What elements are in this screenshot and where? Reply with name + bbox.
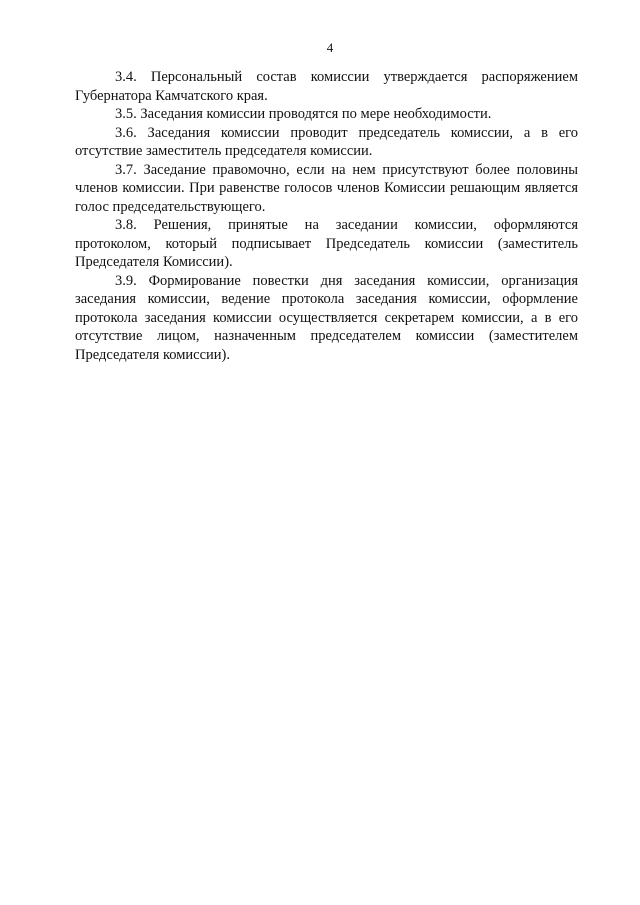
- document-body: [75, 68, 578, 364]
- paragraph-3-6: 3.6. Заседания комиссии проводит председатель комиссии, а в его отсутствие заместитель председателя комиссии.: [75, 124, 578, 159]
- paragraph-3-8: 3.8. Решения, принятые на заседании комиссии, оформляются протоколом, который подписывает Председатель комиссии (заместитель Председателя Комиссии).: [75, 217, 578, 270]
- page-number: 4: [326, 40, 334, 55]
- paragraph-3-4: 3.4. Персональный состав комиссии утверждается распоряжением Губернатора Камчатского края.: [75, 69, 578, 104]
- paragraph-3-5: 3.5. Заседания комиссии проводятся по мере необходимости.: [115, 106, 492, 122]
- paragraph-3-7: 3.7. Заседание правомочно, если на нем присутствуют более половины членов комиссии. При равенстве голосов членов Комиссии решающим является голос председательствующего.: [75, 161, 578, 215]
- paragraph-3-9: 3.9. Формирование повестки дня заседания комиссии, организация заседания комиссии, ведение протокола заседания комиссии, оформление протокола заседания комиссии осуществляется секретарем комиссии, а в его отсутствие лицом, назначенным председателем комиссии (заместителем Председателя комиссии).: [75, 272, 578, 363]
